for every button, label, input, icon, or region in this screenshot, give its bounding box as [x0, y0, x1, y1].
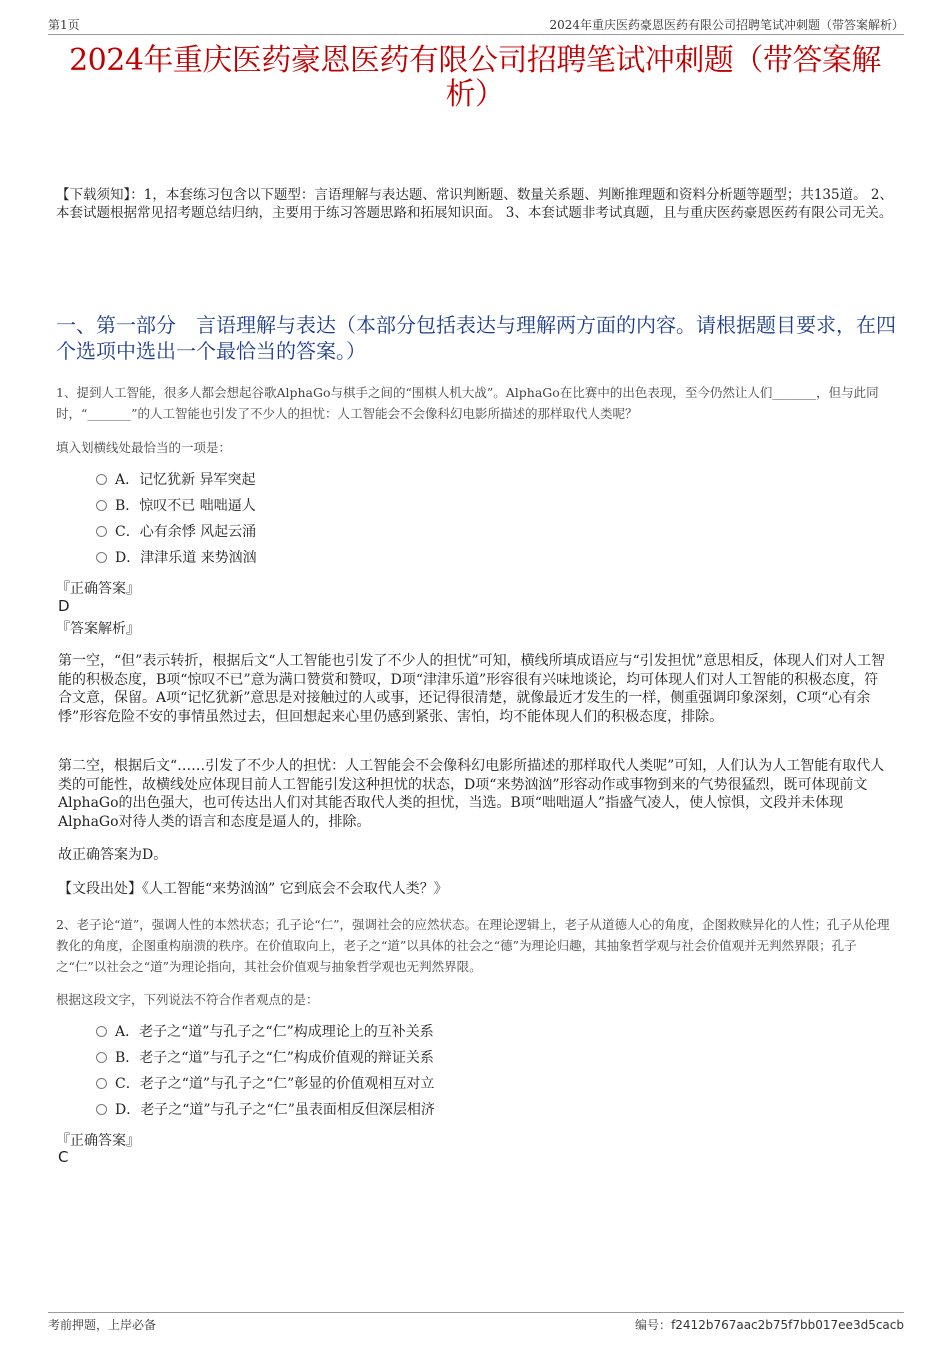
- radio-icon[interactable]: [96, 1026, 107, 1037]
- footer-slogan: 考前押题，上岸必备: [48, 1318, 157, 1332]
- question-2-answer-label: 『正确答案』: [56, 1133, 140, 1149]
- footer-code-label: 编号：: [635, 1318, 672, 1332]
- question-1-answer-label: 『正确答案』: [56, 581, 140, 597]
- radio-icon[interactable]: [96, 500, 107, 511]
- option-label: A．记忆犹新 异军突起: [115, 472, 256, 488]
- page-header: [48, 16, 904, 35]
- analysis-source: 【文段出处】《人工智能“来势汹汹” 它到底会不会取代人类？》: [58, 881, 448, 897]
- download-notice: 【下载须知】：1，本套练习包含以下题型：言语理解与表达题、常识判断题、数量关系题、判断推理题和资料分析题等题型；共135道。 2、本套试题根据常见招考题总结归纳，主要用于练习答题思路和拓展知识面。 3、本套试题非考试真题，且与重庆医药豪恩医药有限公司无关。: [56, 187, 893, 221]
- document-title: 2024年重庆医药豪恩医药有限公司招聘笔试冲刺题（带答案解析）: [69, 43, 881, 112]
- question-2-option-b[interactable]: [96, 1048, 434, 1068]
- option-label: B．老子之“道”与孔子之“仁”构成价值观的辩证关系: [115, 1050, 434, 1066]
- question-2-option-d[interactable]: [96, 1100, 435, 1120]
- question-2-stem: 2、老子论“道”，强调人性的本然状态；孔子论“仁”，强调社会的应然状态。在理论逻辑上，老子从道德人心的角度，企图救赎异化的人性；孔子从伦理教化的角度，企图重构崩溃的秩序。在价值取向上，老子之“道”以具体的社会之“德”为理论归趣，其抽象哲学观与社会价值观并无判然界限；孔子之“仁”以社会之“道”为理论指向，其社会价值观与抽象哲学观也无判然界限。: [56, 917, 890, 974]
- question-1-prompt: 填入划横线处最恰当的一项是：: [56, 440, 232, 455]
- footer-code: [635, 1316, 904, 1333]
- radio-icon[interactable]: [96, 552, 107, 563]
- question-1-option-a[interactable]: [96, 470, 256, 490]
- option-label: D．津津乐道 来势汹汹: [115, 550, 257, 566]
- option-label: C．心有余悸 风起云涌: [115, 524, 257, 540]
- radio-icon[interactable]: [96, 1078, 107, 1089]
- question-1-option-c[interactable]: [96, 522, 256, 542]
- question-1-analysis-label: 『答案解析』: [56, 621, 140, 637]
- question-2-option-c[interactable]: [96, 1074, 434, 1094]
- header-doc-title: 2024年重庆医药豪恩医药有限公司招聘笔试冲刺题（带答案解析）: [549, 18, 904, 32]
- section-heading: 一、第一部分 言语理解与表达（本部分包括表达与理解两方面的内容。请根据题目要求，在四个选项中选出一个最恰当的答案。）: [56, 313, 896, 363]
- question-2-answer: C: [58, 1148, 69, 1166]
- radio-icon[interactable]: [96, 474, 107, 485]
- option-label: B．惊叹不已 咄咄逼人: [115, 498, 256, 514]
- option-label: D．老子之“道”与孔子之“仁”虽表面相反但深层相济: [115, 1102, 435, 1118]
- question-1-answer: D: [58, 597, 70, 615]
- question-2-option-a[interactable]: [96, 1022, 434, 1042]
- question-1-stem: 1、提到人工智能，很多人都会想起谷歌AlphaGo与棋手之间的“围棋人机大战”。AlphaGo在比赛中的出色表现，至今仍然让人们_______，但与此同时，“_______”的人工智能也引发了不少人的担忧：人工智能会不会像科幻电影所描述的那样取代人类呢？: [56, 385, 879, 421]
- option-label: C．老子之“道”与孔子之“仁”彰显的价值观相互对立: [115, 1076, 435, 1092]
- radio-icon[interactable]: [96, 1052, 107, 1063]
- radio-icon[interactable]: [96, 526, 107, 537]
- question-1-option-d[interactable]: [96, 548, 257, 568]
- footer-code-value: f2412b767aac2b75f7bb017ee3d5cacb: [671, 1318, 904, 1332]
- page-footer: [48, 1312, 904, 1333]
- analysis-paragraph-2: 第二空，根据后文“……引发了不少人的担忧：人工智能会不会像科幻电影所描述的那样取代人类呢”可知，人们认为人工智能有取代人类的可能性，故横线处应体现目前人工智能引发这种担忧的状态，D项“来势汹汹”形容动作或事物到来的气势很猛烈，既可体现前文AlphaGo的出色强大，也可传达出人们对其能否取代人类的担忧，当选。B项“咄咄逼人”指盛气凌人，使人惊惧，文段并未体现AlphaGo对待人类的语言和态度是逼人的，排除。: [58, 758, 885, 830]
- analysis-paragraph-1: 第一空，“但”表示转折，根据后文“人工智能也引发了不少人的担忧”可知，横线所填成语应与“引发担忧”意思相反，体现人们对人工智能的积极态度，B项“惊叹不已”意为满口赞赏和赞叹，D项“津津乐道”形容很有兴味地谈论，均可体现人们对人工智能的积极态度，符合文意，保留。A项“记忆犹新”意思是对接触过的人或事，还记得很清楚，就像最近才发生的一样，侧重强调印象深刻，C项“心有余悸”形容危险不安的事情虽然过去，但回想起来心里仍感到紧张、害怕，均不能体现人们的积极态度，排除。: [58, 653, 885, 725]
- question-1-option-b[interactable]: [96, 496, 256, 516]
- page-number: 第1页: [48, 18, 80, 32]
- radio-icon[interactable]: [96, 1104, 107, 1115]
- option-label: A．老子之“道”与孔子之“仁”构成理论上的互补关系: [115, 1024, 434, 1040]
- question-2-prompt: 根据这段文字，下列说法不符合作者观点的是：: [56, 992, 319, 1007]
- analysis-conclusion: 故正确答案为D。: [58, 847, 168, 863]
